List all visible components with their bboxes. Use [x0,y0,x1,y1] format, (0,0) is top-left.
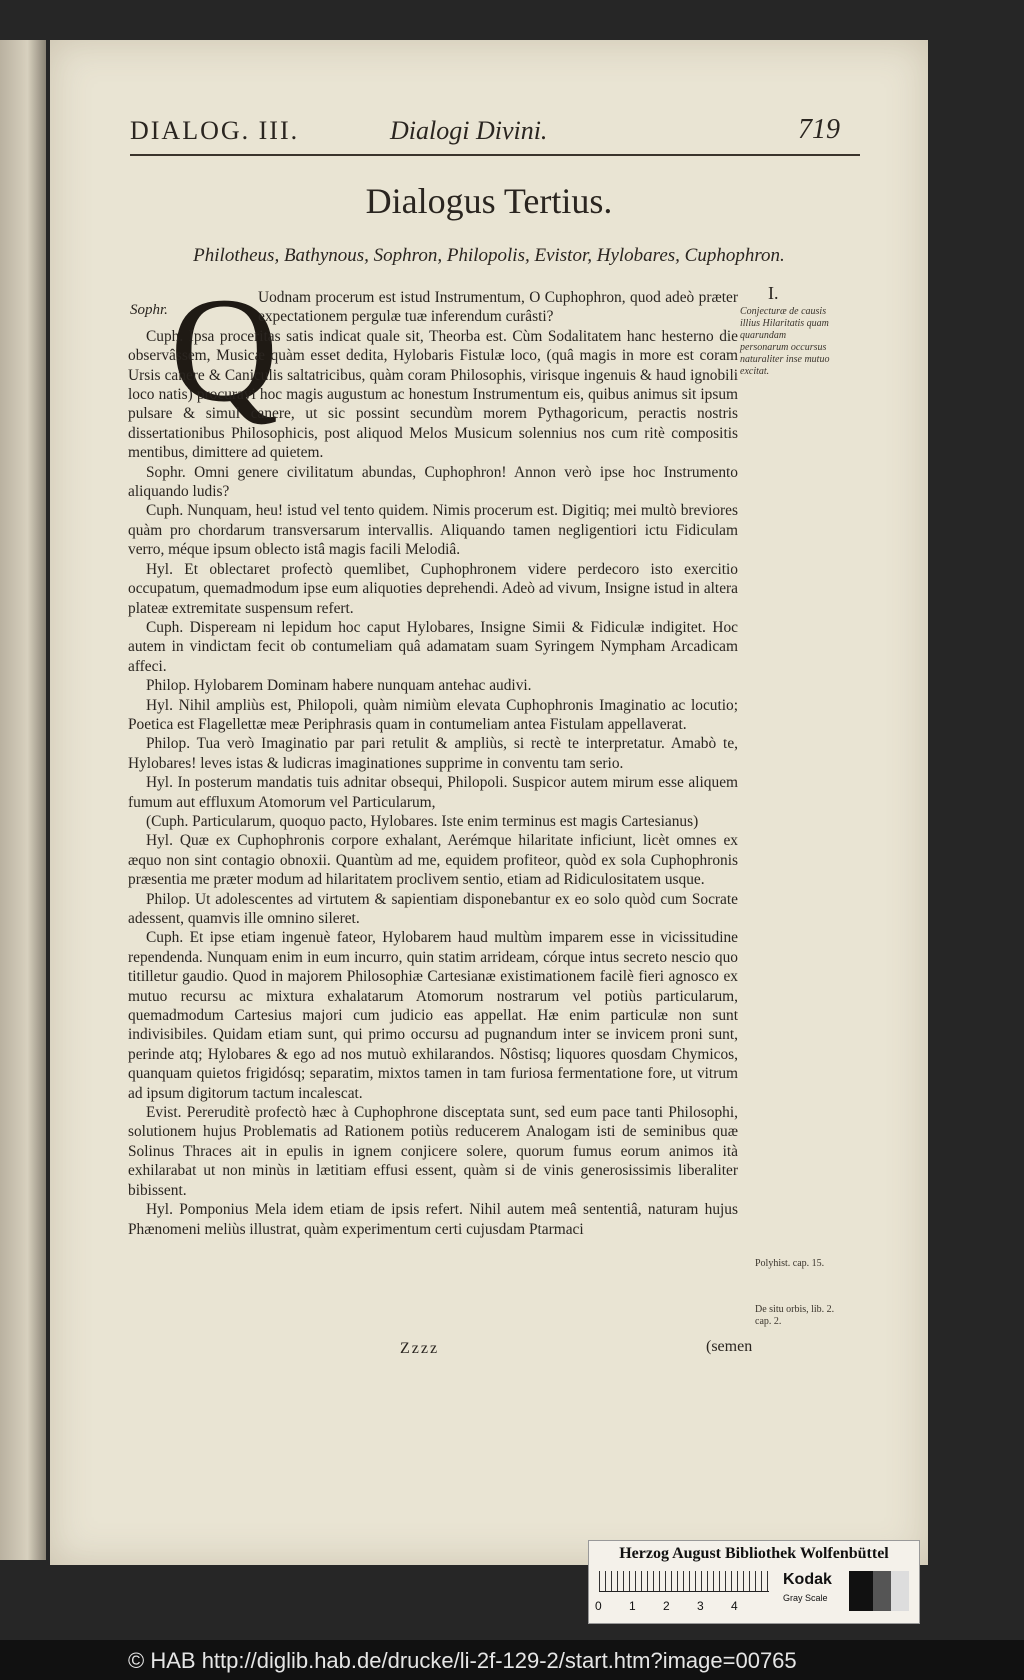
source-url-link[interactable]: http://diglib.hab.de/drucke/li-2f-129-2/start.htm?image=00765 [201,1648,797,1673]
page-number: 719 [798,114,840,145]
catchword: (semen [706,1338,753,1355]
paragraph: Cuph. Nunquam, heu! istud vel tento quidem. Nimis procerum est. Digitiq; mei multò breviores quàm pro chordarum transversarum intervallis. Aliquando tamen negligentiori ictu Fidiculam verro, méque ipsum oblecto istâ magis facili Melodiâ. [128,502,738,559]
ruler-scale [599,1571,769,1592]
kodak-gray-scale-label: Gray Scale [783,1593,828,1603]
paragraph: Hyl. Pomponius Mela idem etiam de ipsis refert. Nihil autem meâ sententiâ, naturam hujus Phænomeni meliùs illustrat, quàm experimentum certi cujusdam Ptarmaci [128,1201,738,1238]
header-dialog-label: DIALOG. III. [130,116,300,145]
paragraph: Cuph. Ipsa proceritas satis indicat quale sit, Theorba est. Cùm Sodalitatem hanc hesterno die observâssem, Musicæ quàm esset dedita, Hylobaris Fistulæ loco, (quâ magis in more est coram Ursis canere & Caniculis saltatricibus, quàm coram Philosophis, virisque ingenuis & haud ignobili loco natis) procuravi hoc magis augustum ac honestum Instrumentum eis, quibus animus sit ipsum pulsare & simul canere, ut sic possint secundùm morem Pythagoricum, peractis nostris dissertationibus Philosophicis, post aliquod Melos Musicum solennius nos cum ritè compositis mentibus, dimittere ad quietem. [128,327,738,462]
margin-note-de-situ: De situ orbis, lib. 2. cap. 2. [755,1304,835,1327]
ruler-number: 3 [697,1599,704,1613]
paragraph: Uodnam procerum est istud Instrumentum, O Cuphophron, quod adeò præter expectationem pergulæ tuæ inferendum curâsti? [258,289,738,326]
ruler-number: 1 [629,1599,636,1613]
section-number: I. [768,283,779,303]
paragraph: Philop. Ut adolescentes ad virtutem & sapientiam disponebantur ex eo solo quòd cum Socrate adessent, quamvis ille omnino sileret. [128,890,738,927]
header-book-title: Dialogi Divini. [390,116,548,145]
footer-bar [0,1640,1024,1680]
paragraph: Evist. Pereruditè profectò hæc à Cuphophrone disceptata sunt, sed eum pace tanti Philosophi, solutionem hujus Problematis ad Rationem potiùs reducerem Analogam isti de seminibus quæ Solinus Thraces ait in epulis in ignem conjicere solere, quorum fumus eorum animos ità exhilarabat ut non minùs in lætitiam effusi essent, quàm si de vinis generosissimis liberaliter bibissent. [128,1104,738,1199]
paragraph: Hyl. In posterum mandatis tuis adnitar obsequi, Philopoli. Suspicor autem mirum esse aliquem fumum aut effluxum Atomorum vel Particularum, [128,774,738,811]
ruler-number: 4 [731,1599,738,1613]
kodak-brand: Kodak [783,1571,832,1588]
drop-capital: Q [170,267,279,433]
running-header [130,110,860,156]
paragraph: Hyl. Et oblectaret profectò quemlibet, Cuphophronem videre perdecoro isto exercitio occupatum, quemadmodum ipse eum aliquoties deprehendi. Adeò ad vivum, Insigne istud in altera plateæ extremitate suspensum refert. [128,560,738,617]
paragraph: Cuph. Et ipse etiam ingenuè fateor, Hylobarem haud multùm imparem esse in vicissitudine rependenda. Nunquam enim in eum incurro, quin statim arrideam, córque intus secreto nescio quo titilletur gaudio. Quod in majorem Philosophiæ Cartesianæ existimationem facilè fieri agnosco ex mutuo recursu ac mixtura exhalatarum Atomorum nostrarum vel potiùs particularum, quemadmodum Cartesius majori cum judicio eas appellat. Hæ enim particulæ non sunt indivisibiles. Quidam etiam sunt, qui primo occursu ad pugnandum inter se invicem proni sunt, perinde atq; Hylobares & ego ad nos mutuò exhilarandos. Nôstisq; liquores quosdam Chymicos, quanquam quietos frigidósq; separatim, mixtos tamen in tam furiosa fermentatione fore, ut vitrum ad ipsum digitorum tactum incalescat. [128,929,738,1102]
ruler-numbers [595,1599,765,1613]
margin-note-polyhist: Polyhist. cap. 15. [755,1258,825,1269]
footer-text [128,1648,797,1674]
paragraph: Hyl. Nihil ampliùs est, Philopoli, quàm nimiùm elevata Cuphophronis Imaginatio ac locutio; Poetica est Flagellettæ meæ Periphrasis quam in contumeliam antea Fistulam appellaverat. [128,696,738,733]
book-page [50,40,928,1565]
paragraph: Cuph. Dispeream ni lepidum hoc caput Hylobares, Insigne Simii & Fidiculæ indigitet. Hoc autem in vindictam fecit ob contumeliam quâ adamatam suam Syringem Nympham Arcadicam affeci. [128,618,738,675]
chapter-title: Dialogus Tertius. [365,181,613,221]
first-speaker: Sophr. [130,302,168,318]
dialogue-body [128,288,738,1239]
library-name: Herzog August Bibliothek Wolfenbüttel [619,1545,889,1562]
paragraph: Hyl. Quæ ex Cuphophronis corpore exhalant, Aerémque hilaritate inficiunt, licèt omnes ex æquo non sint contagio obnoxii. Quantùm ad me, equidem profiteor, quòd ex sola Cuphophronis præsentia me præter modum ad hilaritatem proclivem sentio, etiam ad Ridiculositatem usque. [128,832,738,889]
signature-mark: Zzzz [400,1340,440,1357]
ruler-number: 2 [663,1599,670,1613]
paragraph: Philop. Tua verò Imaginatio par pari retulit & ampliùs, si rectè te interpretatur. Amabò te, Hylobares! leves istas & ludicras imaginationes supprime in conventu tam serio. [128,735,738,772]
paragraph: Philop. Hylobarem Dominam habere nunquam antehac audivi. [146,677,532,695]
margin-note-conjecturae: Conjecturæ de causis illius Hilaritatis quam quarundam personarum occursus naturaliter inse mutuo excitat. [740,306,830,377]
copyright-label: © HAB [128,1648,196,1673]
gray-scale-swatch [849,1571,909,1611]
ruler-number: 0 [595,1599,602,1613]
previous-page-edge [0,40,46,1560]
paragraph: (Cuph. Particularum, quoquo pacto, Hylobares. Iste enim terminus est magis Cartesianus) [146,812,699,830]
paragraph: Sophr. Omni genere civilitatum abundas, Cuphophron! Annon verò ipse hoc Instrumento aliquando ludis? [128,463,738,501]
interlocutors-list: Philotheus, Bathynous, Sophron, Philopolis, Evistor, Hylobares, Cuphophron. [193,245,785,266]
library-color-target [588,1540,920,1624]
